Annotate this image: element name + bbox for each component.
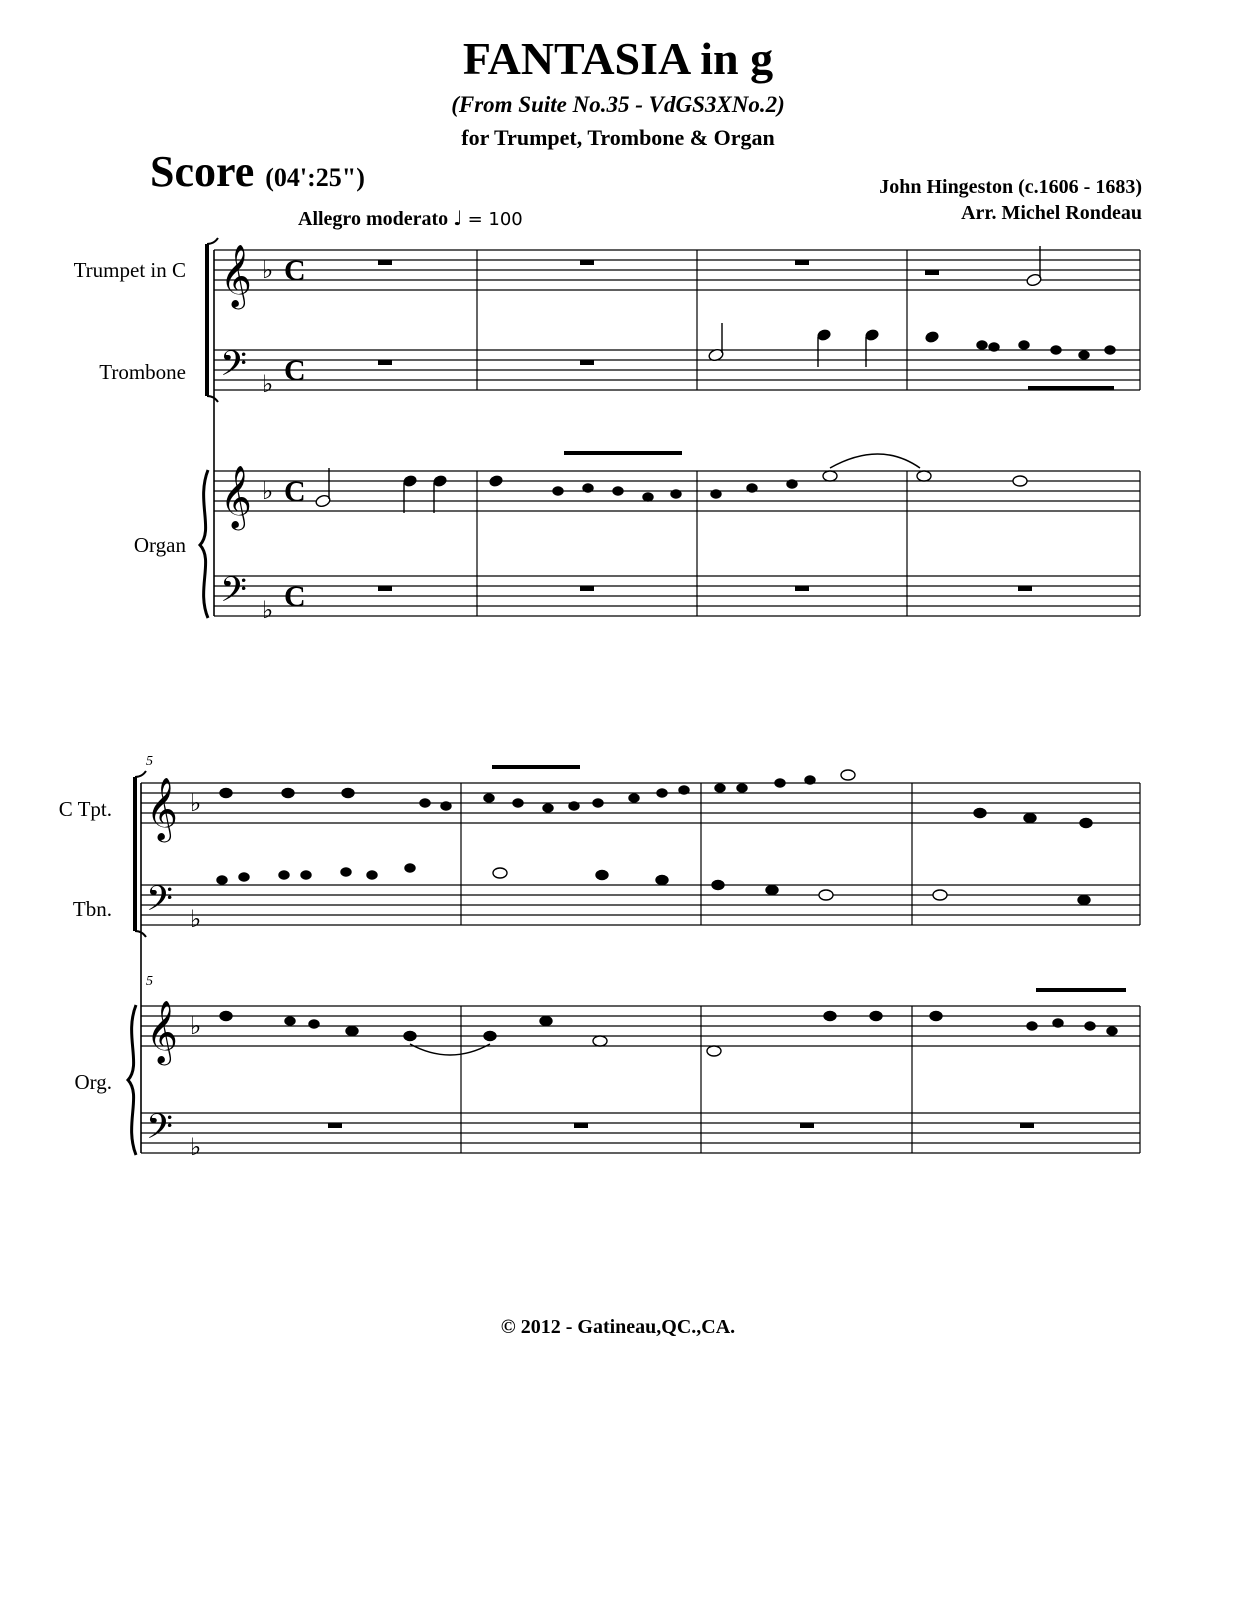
note: [1051, 346, 1061, 354]
staff-trombone-1: [214, 350, 1140, 390]
whole-rest: [378, 260, 392, 265]
flat-icon: ♭: [262, 370, 274, 398]
duration: (04':25"): [265, 163, 365, 192]
subtitle: (From Suite No.35 - VdGS3XNo.2): [451, 92, 785, 117]
staff-label-tbn: Tbn.: [72, 897, 112, 921]
treble-clef-icon: 𝄞: [146, 777, 178, 840]
common-time-icon: C: [284, 475, 306, 508]
flat-icon: ♭: [262, 256, 274, 284]
staff-trumpet-1: [214, 250, 1140, 290]
bass-clef-icon: 𝄢: [146, 1106, 174, 1155]
arranger: Arr. Michel Rondeau: [961, 202, 1142, 224]
flat-icon: ♭: [190, 1133, 202, 1161]
note: [433, 475, 447, 488]
score-label: Score: [150, 147, 255, 196]
flat-icon: ♭: [262, 596, 274, 624]
treble-clef-icon: 𝄞: [220, 244, 252, 307]
staff-label-organ: Organ: [133, 533, 186, 557]
composer: John Hingeston (c.1606 - 1683): [879, 176, 1142, 198]
note: [817, 329, 831, 342]
flat-icon: ♭: [190, 905, 202, 933]
note: [989, 343, 999, 351]
note: [403, 475, 417, 488]
staff-organ-lh-2: [141, 1113, 1140, 1153]
whole-rest: [795, 586, 809, 591]
bass-clef-icon: 𝄢: [220, 343, 248, 392]
note: [925, 331, 939, 344]
brace-organ-1: [200, 470, 208, 618]
common-time-icon: C: [284, 254, 306, 287]
instrumentation: for Trumpet, Trombone & Organ: [461, 125, 775, 150]
whole-rest: [574, 1123, 588, 1128]
staff-label-c-tpt: C Tpt.: [58, 797, 112, 821]
whole-rest: [800, 1123, 814, 1128]
flat-icon: ♭: [262, 477, 274, 505]
note: [977, 341, 987, 349]
note: [865, 329, 879, 342]
measure-number-organ: 5: [146, 974, 153, 989]
page-title: FANTASIA in g: [462, 33, 774, 84]
whole-rest: [580, 360, 594, 365]
whole-rest: [378, 360, 392, 365]
flat-icon: ♭: [190, 789, 202, 817]
copyright: © 2012 - Gatineau,QC.,CA.: [500, 1316, 736, 1338]
whole-rest: [580, 260, 594, 265]
measure-number: 5: [146, 754, 153, 769]
staff-organ-rh-2: [141, 1006, 1140, 1046]
treble-clef-icon: 𝄞: [220, 465, 252, 528]
flat-icon: ♭: [190, 1012, 202, 1040]
note: [489, 475, 503, 488]
note: [1079, 351, 1089, 359]
staff-organ-lh-1: [214, 576, 1140, 616]
bass-clef-icon: 𝄢: [220, 569, 248, 618]
whole-rest: [580, 586, 594, 591]
common-time-icon: C: [284, 580, 306, 613]
whole-rest: [795, 260, 809, 265]
whole-rest: [1018, 586, 1032, 591]
note: [1105, 346, 1115, 354]
tempo-text: Allegro moderato: [298, 208, 449, 230]
bass-clef-icon: 𝄢: [146, 878, 174, 927]
whole-rest: [1020, 1123, 1034, 1128]
whole-rest: [328, 1123, 342, 1128]
treble-clef-icon: 𝄞: [146, 1000, 178, 1063]
staff-label-trombone: Trombone: [99, 360, 186, 384]
staff-label-trumpet: Trumpet in C: [73, 258, 186, 282]
half-rest: [925, 270, 939, 275]
staff-label-org: Org.: [74, 1070, 112, 1094]
brace-organ-2: [128, 1005, 136, 1155]
common-time-icon: C: [284, 354, 306, 387]
quarter-note-icon: ♩: [453, 206, 463, 230]
note: [1019, 341, 1029, 349]
whole-rest: [378, 586, 392, 591]
tempo-value: = 100: [467, 209, 523, 230]
staff-trombone-2: [141, 885, 1140, 925]
